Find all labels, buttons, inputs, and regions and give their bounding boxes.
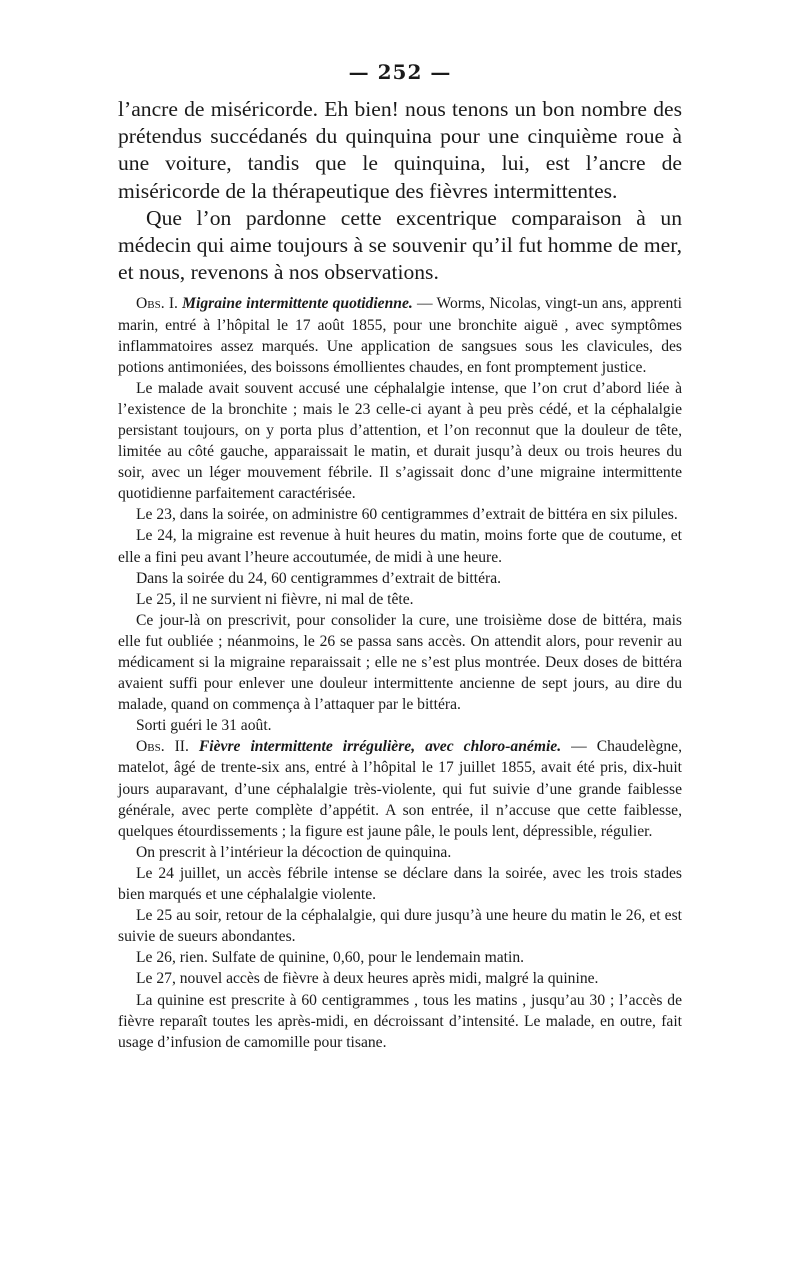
observation-1-paragraph: Dans la soirée du 24, 60 centigrammes d’extrait de bittéra. [136, 569, 502, 587]
text-column [118, 96, 682, 1053]
observation-1-paragraph: Le 23, dans la soirée, on administre 60 centigrammes d’extrait de bittéra en six pilules. [136, 506, 678, 524]
observation-2-paragraph: Le 27, nouvel accès de fièvre à deux heures après midi, malgré la quinine. [136, 970, 599, 988]
observation-1-paragraph: Le malade avait souvent accusé une céphalalgie intense, que l’on crut d’abord liée à l’existence de la bronchite ; mais le 23 celle-ci ayant à peu près cédé, et la céphalalgie persistant toujours, on y porta plus d’attention, et l’on reconnut que la douleur de tête, limitée au côté gauche, apparaissait le matin, et durait jusqu’à deux ou trois heures du soir, avec un léger mouvement fébrile. Il s’agissait donc d’une migraine intermittente quotidienne parfaitement caractérisée. [118, 379, 682, 503]
observation-2-title: Fièvre intermittente irrégulière, avec chloro-anémie. [198, 738, 562, 756]
observation-1-paragraph: Sorti guéri le 31 août. [136, 717, 272, 735]
observation-2-label: Obs. II. [136, 738, 189, 756]
observation-1-paragraph: Le 25, il ne survient ni fièvre, ni mal de tête. [136, 590, 414, 608]
observation-1-paragraph: Ce jour-là on prescrivit, pour consolider la cure, une troisième dose de bittéra, mais elle fut oubliée ; néanmoins, le 26 se passa sans accès. On attendit alors, pour revenir au médicament si la migraine reparaissait ; elle ne s’est plus montrée. Deux doses de bittéra avaient suffi pour enlever une douleur intermittente ancienne de sept jours, au dire du malade, quand on commença à l’attaquer par le bittéra. [118, 611, 682, 714]
observation-2-intro [118, 736, 682, 841]
observation-2-paragraph: La quinine est prescrite à 60 centigrammes , tous les matins , jusqu’au 30 ; l’accès de fièvre reparaît toutes les après-midi, en décroissant d’intensité. Le malade, en outre, fait usage d’infusion de camomille pour tisane. [118, 991, 682, 1051]
observation-1-text: — Worms, Nicolas, vingt-un ans, apprenti marin, entré à l’hôpital le 17 août 1855, pour une bronchite aiguë , avec symptômes inflammatoires assez marqués. Une application de sangsues sous les clavicules, des potions antimoniées, des boissons émollientes chaudes, en font promptement justice. [118, 295, 682, 376]
observation-2-paragraph: Le 25 au soir, retour de la céphalalgie, qui dure jusqu’à une heure du matin le 26, et est suivie de sueurs abondantes. [118, 907, 682, 946]
paragraph-continuation: l’ancre de miséricorde. Eh bien! nous tenons un bon nombre des prétendus succédanés du quinquina pour une cinquième roue à une voiture, tandis que le quinquina, lui, est l’ancre de miséricorde de la thérapeutique des fièvres intermittentes. [118, 97, 682, 203]
observation-1-label: Obs. I. [136, 295, 178, 313]
observation-1-paragraph: Le 24, la migraine est revenue à huit heures du matin, moins forte que de coutume, et elle a fini peu avant l’heure accoutumée, de midi à une heure. [118, 527, 682, 566]
observation-2-text: — Chaudelègne, matelot, âgé de trente-six ans, entré à l’hôpital le 17 juillet 1855, avait été pris, dix-huit jours auparavant, d’une céphalalgie très-violente, qui fut suivie d’une grande faiblesse générale, avec perte complète d’appétit. A son entrée, il n’accuse que cette faiblesse, quelques étourdissements ; la figure est jaune pâle, le pouls lent, dépressible, régulier. [118, 738, 682, 840]
observation-2-paragraph: On prescrit à l’intérieur la décoction de quinquina. [136, 843, 452, 861]
observation-2-paragraph: Le 24 juillet, un accès fébrile intense se déclare dans la soirée, avec les trois stades bien marqués et une céphalalgie violente. [118, 864, 682, 904]
observation-1-intro [118, 293, 682, 377]
observation-2-paragraph: Le 26, rien. Sulfate de quinine, 0,60, pour le lendemain matin. [136, 949, 525, 967]
observation-1-title: Migraine intermittente quotidienne. [182, 295, 413, 313]
page-number: — 252 — [348, 60, 452, 84]
paragraph-comparison: Que l’on pardonne cette excentrique comparaison à un médecin qui aime toujours à se souvenir qu’il fut homme de mer, et nous, revenons à nos observations. [118, 205, 682, 285]
